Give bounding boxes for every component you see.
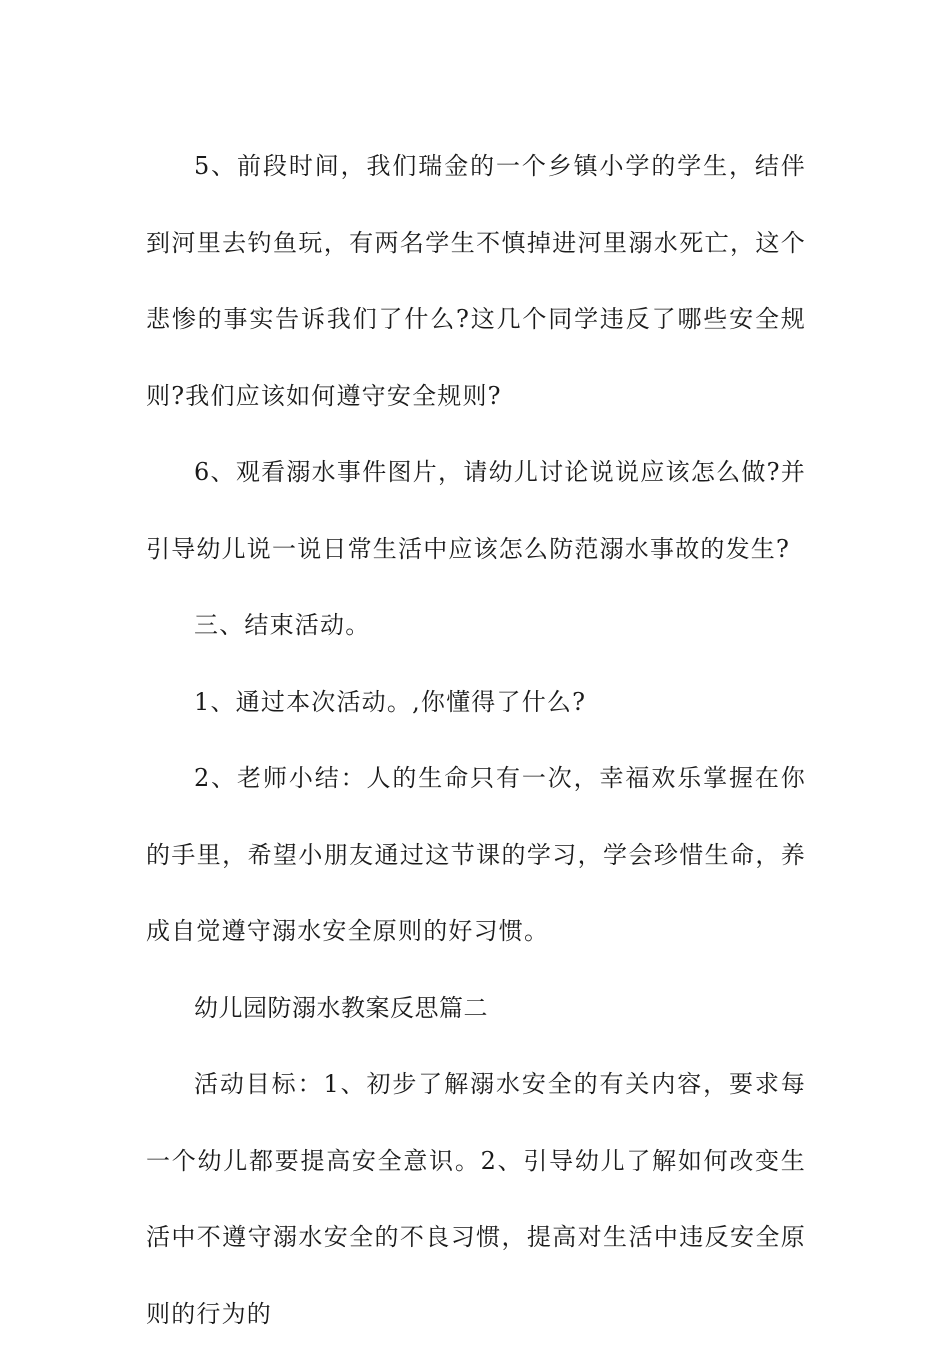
paragraph-item-1: 1、通过本次活动。,你懂得了什么? <box>194 687 587 716</box>
article-subtitle: 幼儿园防溺水教案反思篇二 <box>194 993 488 1022</box>
paragraph-item-5: 5、前段时间，我们瑞金的一个乡镇小学的学生，结伴到河里去钓鱼玩，有两名学生不慎掉进河里溺水死亡，这个悲惨的事实告诉我们了什么?这几个同学违反了哪些安全规则?我们应该如何遵守安全规则? <box>146 152 806 410</box>
activity-goals-paragraph: 活动目标：1、初步了解溺水安全的有关内容，要求每一个幼儿都要提高安全意识。2、引导幼儿了解如何改变生活中不遵守溺水安全的不良习惯，提高对生活中违反安全原则的行为的 <box>146 1070 806 1328</box>
paragraph-item-2: 2、老师小结：人的生命只有一次，幸福欢乐掌握在你的手里，希望小朋友通过这节课的学习，学会珍惜生命，养成自觉遵守溺水安全原则的好习惯。 <box>146 764 806 945</box>
section-heading-end-activity: 三、结束活动。 <box>194 611 371 639</box>
document-body <box>146 128 806 1352</box>
paragraph-item-6: 6、观看溺水事件图片，请幼儿讨论说说应该怎么做?并引导幼儿说一说日常生活中应该怎么防范溺水事故的发生? <box>146 458 806 563</box>
